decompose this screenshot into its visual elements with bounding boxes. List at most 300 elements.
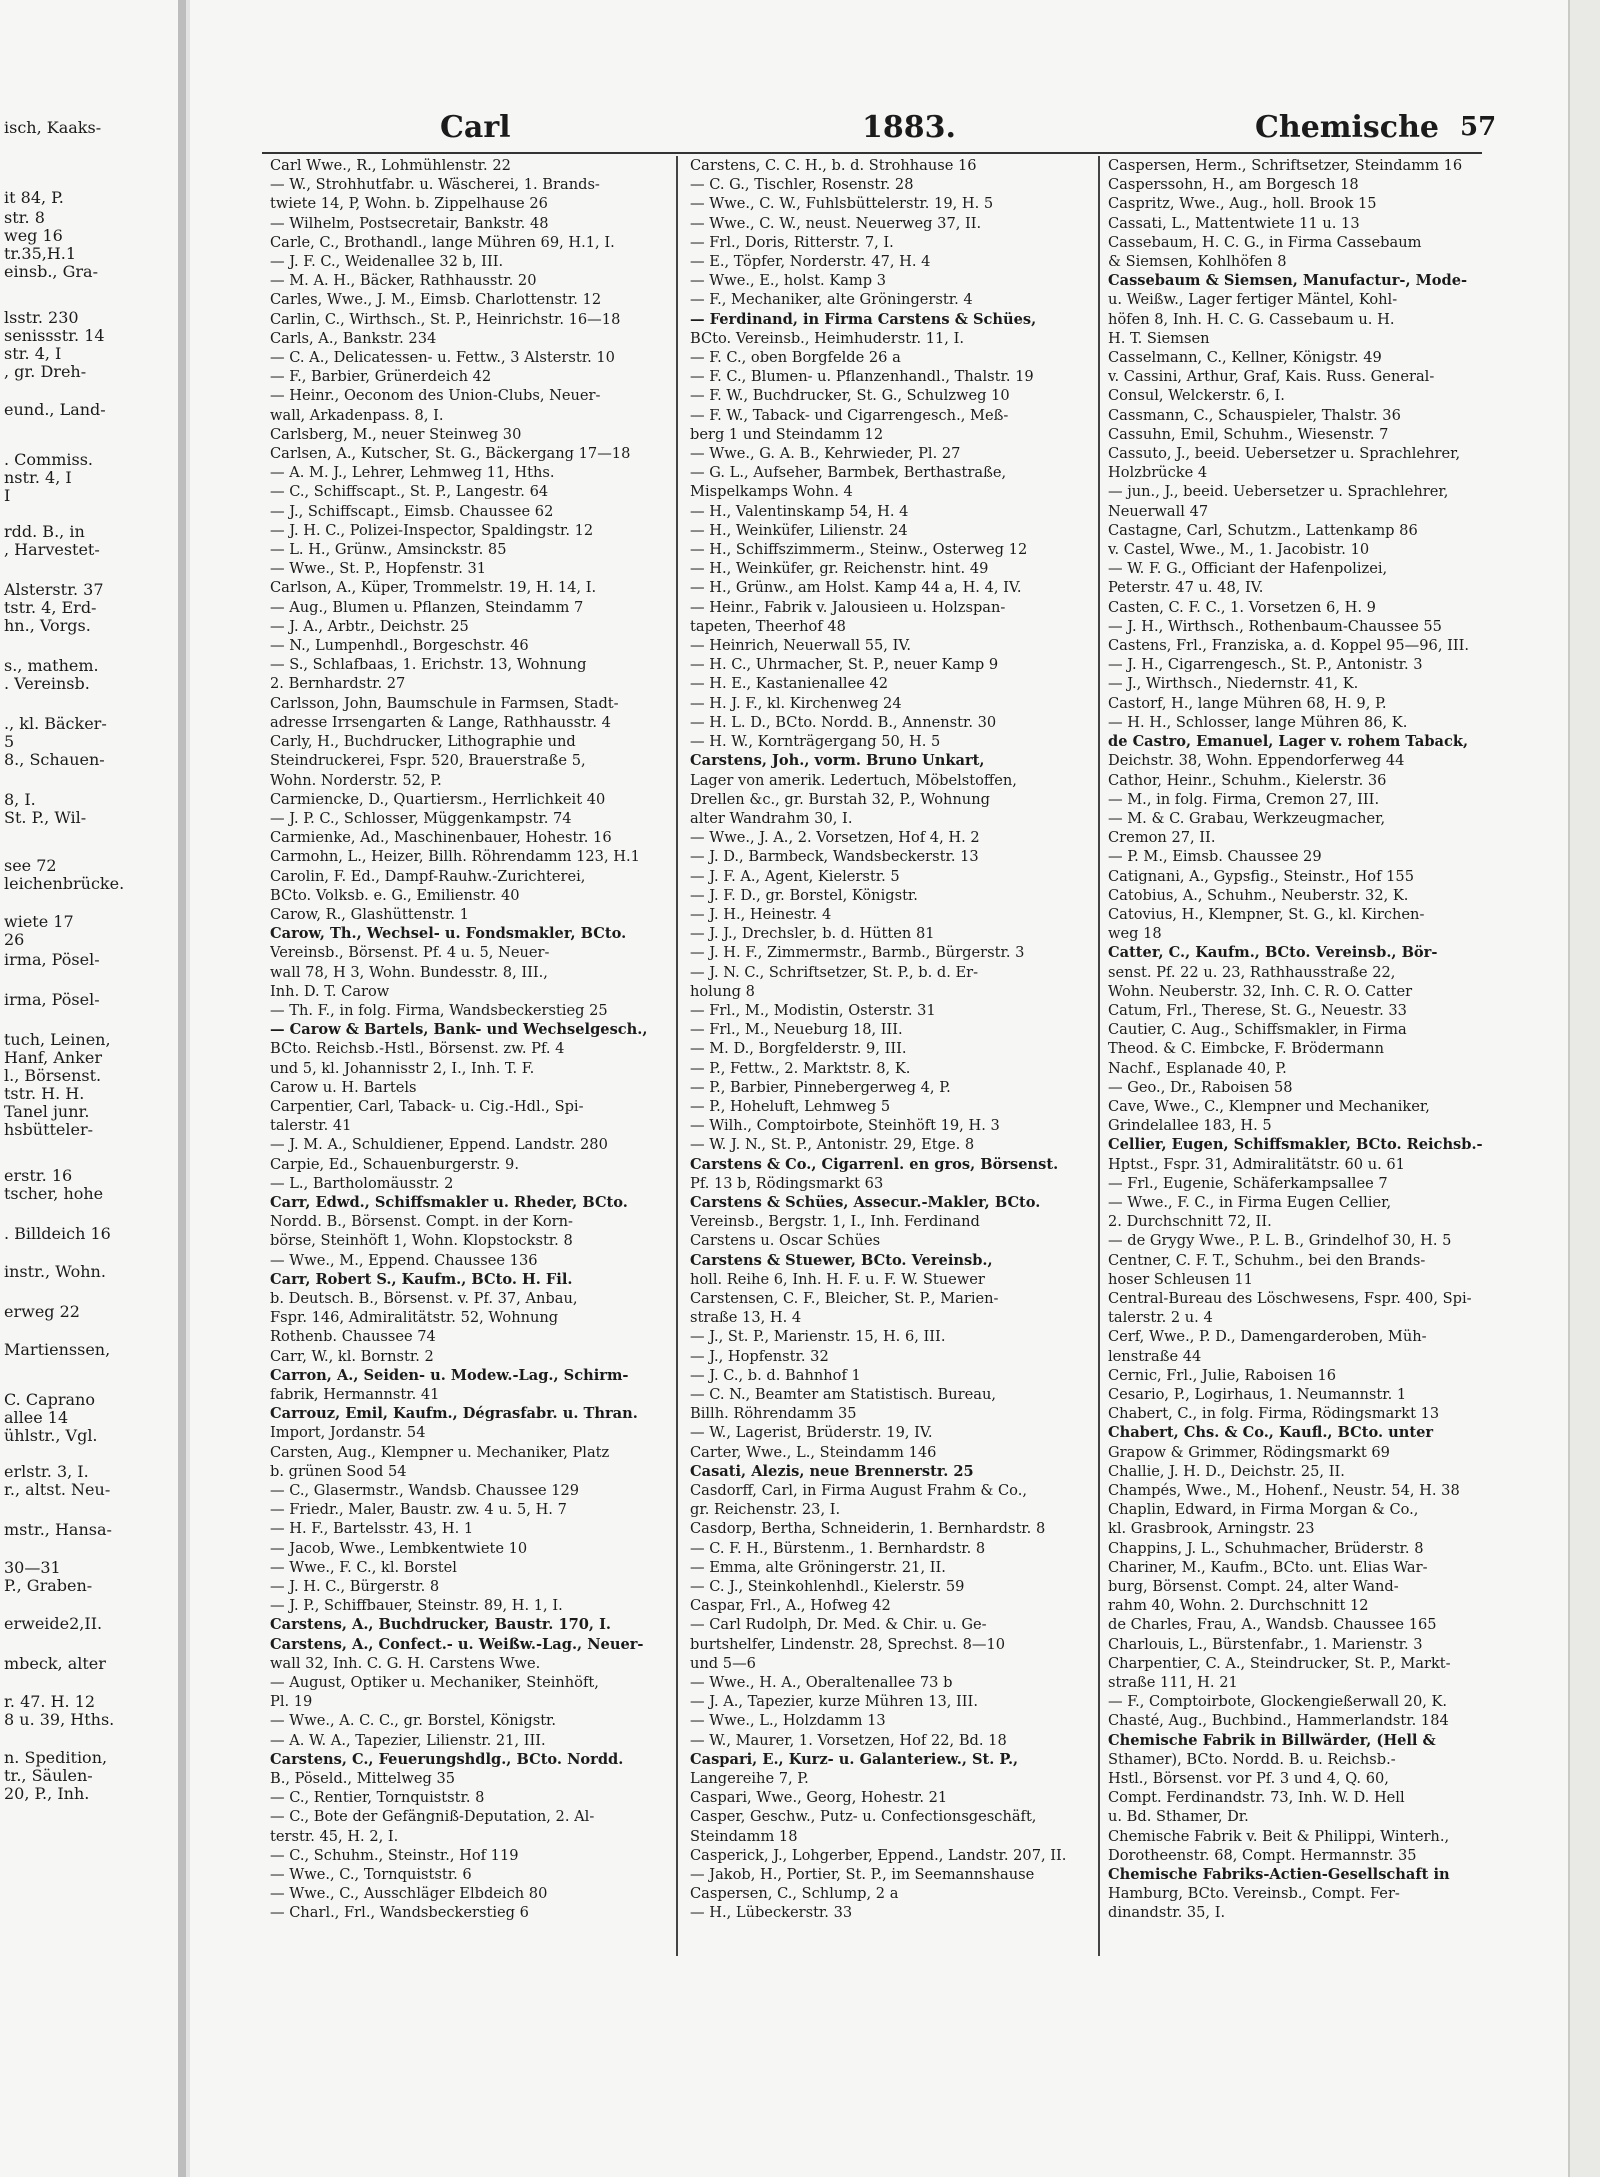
directory-entry-line: wall 78, H 3, Wohn. Bundesstr. 8, III.,: [270, 963, 548, 981]
directory-entry-line: — Th. F., in folg. Firma, Wandsbeckerstieg 25: [270, 1001, 608, 1019]
directory-entry-line: Carr, Edwd., Schiffsmakler u. Rheder, BCto.: [270, 1193, 628, 1211]
previous-page-line: s., mathem.: [4, 656, 99, 675]
directory-entry-line: — C. N., Beamter am Statistisch. Bureau,: [690, 1386, 997, 1403]
directory-entry-line: — Charl., Frl., Wandsbeckerstieg 6: [270, 1904, 529, 1922]
previous-page-line: , Harvestet-: [4, 540, 100, 559]
directory-entry-line: burg, Börsenst. Compt. 24, alter Wand-: [1108, 1578, 1399, 1596]
directory-entry-line: BCto. Vereinsb., Heimhuderstr. 11, I.: [690, 329, 964, 347]
previous-page-line: erweide2,II.: [4, 1614, 103, 1633]
directory-entry-line: Cassebaum & Siemsen, Manufactur-, Mode-: [1108, 272, 1468, 290]
directory-entry-line: Challie, J. H. D., Deichstr. 25, II.: [1108, 1462, 1345, 1480]
directory-entry-line: — jun., J., beeid. Uebersetzer u. Sprachlehrer,: [1108, 483, 1449, 501]
directory-entry-line: Carmienke, Ad., Maschinenbauer, Hohestr. 16: [270, 829, 612, 847]
previous-page-line: tstr. 4, Erd-: [4, 598, 97, 617]
directory-entry-line: — W. J. N., St. P., Antonistr. 29, Etge. 8: [690, 1136, 975, 1154]
directory-entry-line: H. T. Siemsen: [1108, 329, 1210, 347]
previous-page-line: Martienssen,: [4, 1340, 111, 1359]
directory-entry-line: Carmohn, L., Heizer, Billh. Röhrendamm 123, H.1: [270, 848, 640, 866]
directory-entry-line: — Wwe., A. C. C., gr. Borstel, Königstr.: [270, 1712, 557, 1730]
directory-entry-line: — Frl., Doris, Ritterstr. 7, I.: [690, 233, 894, 251]
directory-entry-line: Carles, Wwe., J. M., Eimsb. Charlottenstr. 12: [270, 291, 602, 309]
directory-entry-line: Cassebaum, H. C. G., in Firma Cassebaum: [1108, 233, 1422, 251]
directory-entry-line: & Siemsen, Kohlhöfen 8: [1108, 253, 1287, 271]
directory-entry-line: twiete 14, P, Wohn. b. Zippelhause 26: [270, 195, 548, 213]
directory-entry-line: Carle, C., Brothandl., lange Mühren 69, H.1, I.: [270, 233, 615, 251]
directory-entry-line: — J. A., Tapezier, kurze Mühren 13, III.: [690, 1693, 978, 1711]
directory-entry-line: Casper, Geschw., Putz- u. Confectionsgeschäft,: [690, 1808, 1037, 1826]
directory-entry-line: u. Weißw., Lager fertiger Mäntel, Kohl-: [1108, 291, 1398, 309]
directory-entry-line: Nordd. B., Börsenst. Compt. in der Korn-: [270, 1213, 573, 1231]
column-2: [690, 156, 1086, 1996]
directory-entry-line: — C., Rentier, Tornquiststr. 8: [270, 1789, 485, 1807]
directory-entry-line: Chemische Fabrik v. Beit & Philippi, Winterh.,: [1108, 1827, 1450, 1845]
directory-entry-line: — M., in folg. Firma, Cremon 27, III.: [1108, 790, 1380, 808]
directory-entry-line: Caspari, E., Kurz- u. Galanteriew., St. P.,: [690, 1750, 1019, 1768]
directory-entry-line: Casperick, J., Lohgerber, Eppend., Landstr. 207, II.: [690, 1846, 1067, 1864]
directory-entry-line: — H. J. F., kl. Kirchenweg 24: [690, 694, 902, 712]
previous-page-line: r. 47. H. 12: [4, 1692, 96, 1711]
directory-entry-line: Chemische Fabriks-Actien-Gesellschaft in: [1108, 1866, 1450, 1884]
page-number: 57: [1460, 112, 1497, 142]
directory-entry-line: — N., Lumpenhdl., Borgeschstr. 46: [270, 637, 529, 655]
previous-page-line: hsbütteler-: [4, 1120, 94, 1139]
directory-entry-line: Pf. 13 b, Rödingsmarkt 63: [690, 1174, 884, 1192]
directory-entry-line: Catobius, A., Schuhm., Neuberstr. 32, K.: [1108, 886, 1409, 904]
directory-entry-line: — Wwe., C. W., Fuhlsbüttelerstr. 19, H. 5: [690, 195, 994, 213]
previous-page-line: P., Graben-: [4, 1576, 93, 1595]
directory-entry-line: Holzbrücke 4: [1108, 464, 1208, 482]
directory-entry-line: — Wwe., H. A., Oberaltenallee 73 b: [690, 1674, 953, 1692]
previous-page-line: irma, Pösel-: [4, 990, 100, 1009]
previous-page-line: . Billdeich 16: [4, 1224, 111, 1243]
directory-entry-line: dinandstr. 35, I.: [1108, 1904, 1226, 1922]
previous-page-line: I: [4, 486, 11, 505]
directory-entry-line: Catignani, A., Gypsfig., Steinstr., Hof 155: [1108, 867, 1414, 885]
directory-entry-line: — Wwe., C., Ausschläger Elbdeich 80: [270, 1885, 548, 1903]
directory-entry-line: Chaplin, Edward, in Firma Morgan & Co.,: [1108, 1501, 1419, 1519]
directory-entry-line: lenstraße 44: [1108, 1347, 1202, 1365]
directory-entry-line: Caspritz, Wwe., Aug., holl. Brook 15: [1108, 195, 1377, 213]
directory-entry-line: — H., Valentinskamp 54, H. 4: [690, 502, 909, 520]
directory-entry-line: — C. J., Steinkohlenhdl., Kielerstr. 59: [690, 1578, 965, 1596]
previous-page-line: tstr. H. H.: [4, 1084, 85, 1103]
directory-entry-line: Carpentier, Carl, Taback- u. Cig.-Hdl., Spi-: [270, 1097, 584, 1115]
previous-page-line: it 84, P.: [4, 188, 64, 207]
directory-entry-line: talerstr. 2 u. 4: [1108, 1309, 1213, 1327]
directory-entry-line: — Wwe., L., Holzdamm 13: [690, 1712, 886, 1730]
directory-entry-line: — J., St. P., Marienstr. 15, H. 6, III.: [690, 1328, 946, 1346]
directory-entry-line: Peterstr. 47 u. 48, IV.: [1108, 579, 1264, 597]
previous-page-strip: [0, 0, 178, 2177]
directory-entry-line: Caspar, Frl., A., Hofweg 42: [690, 1597, 891, 1615]
previous-page-line: nstr. 4, I: [4, 468, 72, 487]
directory-entry-line: burtshelfer, Lindenstr. 28, Sprechst. 8—10: [690, 1635, 1006, 1653]
directory-entry-line: Cathor, Heinr., Schuhm., Kielerstr. 36: [1108, 771, 1387, 789]
previous-page-line: l., Börsenst.: [4, 1066, 102, 1085]
directory-entry-line: Deichstr. 38, Wohn. Eppendorferweg 44: [1108, 752, 1405, 770]
directory-entry-line: gr. Reichenstr. 23, I.: [690, 1501, 841, 1519]
directory-entry-line: — A. M. J., Lehrer, Lehmweg 11, Hths.: [270, 464, 555, 482]
directory-entry-line: — C., Schuhm., Steinstr., Hof 119: [270, 1846, 519, 1864]
directory-entry-line: — P., Hoheluft, Lehmweg 5: [690, 1097, 891, 1115]
directory-entry-line: Carlson, A., Küper, Trommelstr. 19, H. 14, I.: [270, 579, 597, 597]
directory-entry-line: Billh. Röhrendamm 35: [690, 1405, 857, 1423]
directory-entry-line: Chabert, Chs. & Co., Kaufl., BCto. unter: [1108, 1424, 1434, 1442]
directory-entry-line: — J. A., Arbtr., Deichstr. 25: [270, 617, 469, 635]
previous-page-line: tuch, Leinen,: [4, 1030, 111, 1049]
directory-entry-line: Chappins, J. L., Schuhmacher, Brüderstr. 8: [1108, 1539, 1424, 1557]
directory-entry-line: berg 1 und Steindamm 12: [690, 425, 884, 443]
directory-entry-line: Carpie, Ed., Schauenburgerstr. 9.: [270, 1155, 519, 1173]
previous-page-line: rdd. B., in: [4, 522, 85, 541]
previous-page-line: Alsterstr. 37: [4, 580, 104, 599]
directory-entry-line: und 5—6: [690, 1654, 756, 1672]
directory-entry-line: Catovius, H., Klempner, St. G., kl. Kirchen-: [1108, 905, 1425, 923]
directory-entry-line: Cautier, C. Aug., Schiffsmakler, in Firma: [1108, 1021, 1407, 1039]
directory-entry-line: b. Deutsch. B., Börsenst. v. Pf. 37, Anbau,: [270, 1289, 578, 1307]
directory-entry-line: — W., Lagerist, Brüderstr. 19, IV.: [690, 1424, 933, 1442]
directory-entry-line: — Geo., Dr., Raboisen 58: [1108, 1078, 1293, 1096]
directory-entry-line: — Wwe., F. C., in Firma Eugen Cellier,: [1108, 1193, 1392, 1211]
previous-page-line: senissstr. 14: [4, 326, 105, 345]
directory-entry-line: — C. A., Delicatessen- u. Fettw., 3 Alsterstr. 10: [270, 349, 615, 367]
previous-page-line: 8 u. 39, Hths.: [4, 1710, 115, 1729]
directory-entry-line: — G. L., Aufseher, Barmbek, Berthastraße,: [690, 464, 1007, 482]
directory-entry-line: Cerf, Wwe., P. D., Damengarderoben, Müh-: [1108, 1328, 1427, 1346]
directory-entry-line: — F., Barbier, Grünerdeich 42: [270, 368, 492, 386]
directory-entry-line: — Ferdinand, in Firma Carstens & Schües,: [690, 310, 1037, 328]
directory-entry-line: — F., Comptoirbote, Glockengießerwall 20, K.: [1108, 1693, 1448, 1711]
directory-entry-line: Carter, Wwe., L., Steindamm 146: [690, 1443, 937, 1461]
header-left-word: Carl: [440, 110, 511, 145]
directory-entry-line: — Heinr., Oeconom des Union-Clubs, Neuer-: [270, 387, 601, 405]
directory-entry-line: — J. F. A., Agent, Kielerstr. 5: [690, 867, 900, 885]
header-rule: [262, 152, 1482, 154]
directory-entry-line: Carlsberg, M., neuer Steinweg 30: [270, 425, 522, 443]
directory-entry-line: Carstens, A., Buchdrucker, Baustr. 170, I.: [270, 1616, 611, 1634]
directory-entry-line: Central-Bureau des Löschwesens, Fspr. 400, Spi-: [1108, 1289, 1472, 1307]
directory-entry-line: — C. G., Tischler, Rosenstr. 28: [690, 176, 914, 194]
directory-entry-line: Chariner, M., Kaufm., BCto. unt. Elias War-: [1108, 1558, 1428, 1576]
directory-entry-line: Mispelkamps Wohn. 4: [690, 483, 853, 501]
directory-entry-line: Chabert, C., in folg. Firma, Rödingsmarkt 13: [1108, 1405, 1440, 1423]
directory-entry-line: holl. Reihe 6, Inh. H. F. u. F. W. Stuewer: [690, 1270, 985, 1288]
directory-entry-line: de Castro, Emanuel, Lager v. rohem Taback,: [1108, 733, 1469, 751]
previous-page-line: erweg 22: [4, 1302, 80, 1321]
previous-page-line: 5: [4, 732, 15, 751]
directory-entry-line: Caspersen, C., Schlump, 2 a: [690, 1885, 899, 1903]
directory-entry-line: Carlsson, John, Baumschule in Farmsen, Stadt-: [270, 694, 619, 712]
directory-entry-line: Casdorp, Bertha, Schneiderin, 1. Bernhardstr. 8: [690, 1520, 1046, 1538]
directory-entry-line: — Frl., M., Neueburg 18, III.: [690, 1021, 903, 1039]
directory-entry-line: Carow, Th., Wechsel- u. Fondsmakler, BCto.: [270, 925, 627, 943]
directory-entry-line: Cernic, Frl., Julie, Raboisen 16: [1108, 1366, 1337, 1384]
directory-entry-line: Casdorff, Carl, in Firma August Frahm & Co.,: [690, 1482, 1027, 1500]
directory-entry-line: u. Bd. Sthamer, Dr.: [1108, 1808, 1249, 1826]
previous-page-line: str. 8: [4, 208, 45, 227]
directory-entry-line: — S., Schlafbaas, 1. Erichstr. 13, Wohnung: [270, 656, 587, 674]
directory-entry-line: Carsten, Aug., Klempner u. Mechaniker, Platz: [270, 1443, 610, 1461]
directory-entry-line: Nachf., Esplanade 40, P.: [1108, 1059, 1287, 1077]
directory-entry-line: 2. Bernhardstr. 27: [270, 675, 406, 693]
directory-entry-line: — F. W., Taback- und Cigarrengesch., Meß-: [690, 406, 1009, 424]
directory-entry-line: — P. M., Eimsb. Chaussee 29: [1108, 848, 1322, 866]
previous-page-line: leichenbrücke.: [4, 874, 125, 893]
previous-page-line: tr., Säulen-: [4, 1766, 93, 1785]
directory-entry-line: Castagne, Carl, Schutzm., Lattenkamp 86: [1108, 521, 1418, 539]
directory-entry-line: — H. F., Bartelsstr. 43, H. 1: [270, 1520, 474, 1538]
previous-page-line: tscher, hohe: [4, 1184, 104, 1203]
previous-page-line: isch, Kaaks-: [4, 118, 102, 137]
directory-entry-line: Catum, Frl., Therese, St. G., Neuestr. 33: [1108, 1001, 1407, 1019]
directory-entry-line: Carly, H., Buchdrucker, Lithographie und: [270, 733, 576, 751]
directory-entry-line: — F. C., Blumen- u. Pflanzenhandl., Thalstr. 19: [690, 368, 1034, 386]
directory-entry-line: Carlin, C., Wirthsch., St. P., Heinrichstr. 16—18: [270, 310, 621, 328]
directory-entry-line: Carstens, C., Feuerungshdlg., BCto. Nordd.: [270, 1750, 624, 1768]
previous-page-line: hn., Vorgs.: [4, 616, 91, 635]
directory-entry-line: Cremon 27, II.: [1108, 829, 1216, 847]
directory-entry-line: Cassati, L., Mattentwiete 11 u. 13: [1108, 214, 1360, 232]
directory-entry-line: — F. W., Buchdrucker, St. G., Schulzweg 10: [690, 387, 1010, 405]
directory-entry-line: — Frl., M., Modistin, Osterstr. 31: [690, 1001, 936, 1019]
directory-entry-line: Lager von amerik. Ledertuch, Möbelstoffen,: [690, 771, 1017, 789]
previous-page-line: . Vereinsb.: [4, 674, 90, 693]
directory-entry-line: Drellen &c., gr. Burstah 32, P., Wohnung: [690, 790, 990, 808]
directory-entry-line: — J. D., Barmbeck, Wandsbeckerstr. 13: [690, 848, 979, 866]
directory-entry-line: — J. H., Cigarrengesch., St. P., Antonistr. 3: [1108, 656, 1423, 674]
directory-entry-line: Casperssohn, H., am Borgesch 18: [1108, 176, 1359, 194]
directory-entry-line: — J., Schiffscapt., Eimsb. Chaussee 62: [270, 502, 554, 520]
directory-entry-line: — Wwe., C., Tornquiststr. 6: [270, 1866, 472, 1884]
directory-entry-line: Carr, W., kl. Bornstr. 2: [270, 1347, 434, 1365]
directory-entry-line: — H. L. D., BCto. Nordd. B., Annenstr. 30: [690, 713, 997, 731]
directory-entry-line: Catter, C., Kaufm., BCto. Vereinsb., Bör-: [1108, 944, 1438, 962]
previous-page-line: Hanf, Anker: [4, 1048, 102, 1067]
directory-entry-line: BCto. Reichsb.-Hstl., Börsenst. zw. Pf. 4: [270, 1040, 565, 1058]
directory-entry-line: — Carl Rudolph, Dr. Med. & Chir. u. Ge-: [690, 1616, 987, 1634]
directory-entry-line: Steindruckerei, Fspr. 520, Brauerstraße 5,: [270, 752, 586, 770]
directory-entry-line: und 5, kl. Johannisstr 2, I., Inh. T. F.: [270, 1059, 535, 1077]
directory-entry-line: straße 13, H. 4: [690, 1309, 802, 1327]
directory-entry-line: — P., Barbier, Pinnebergerweg 4, P.: [690, 1078, 951, 1096]
directory-entry-line: Carstens & Schües, Assecur.-Makler, BCto.: [690, 1193, 1041, 1211]
directory-entry-line: wall 32, Inh. C. G. H. Carstens Wwe.: [270, 1654, 541, 1672]
directory-entry-line: höfen 8, Inh. H. C. G. Cassebaum u. H.: [1108, 310, 1395, 328]
directory-entry-line: B., Pöseld., Mittelweg 35: [270, 1770, 456, 1788]
directory-entry-line: — Wwe., M., Eppend. Chaussee 136: [270, 1251, 538, 1269]
previous-page-line: Tanel junr.: [4, 1102, 90, 1121]
directory-entry-line: — M. A. H., Bäcker, Rathhausstr. 20: [270, 272, 537, 290]
directory-entry-line: Caspersen, Herm., Schriftsetzer, Steindamm 16: [1108, 157, 1463, 174]
directory-entry-line: — Emma, alte Gröningerstr. 21, II.: [690, 1558, 946, 1576]
previous-page-line: erstr. 16: [4, 1166, 73, 1185]
directory-entry-line: Wohn. Norderstr. 52, P.: [270, 771, 442, 789]
directory-entry-line: — H., Lübeckerstr. 33: [690, 1904, 853, 1922]
page-edge: [1568, 0, 1600, 2177]
column-divider: [676, 156, 678, 1956]
directory-entry-line: — H., Weinküfer, gr. Reichenstr. hint. 49: [690, 560, 989, 578]
directory-entry-line: — J. F. D., gr. Borstel, Königstr.: [690, 886, 918, 904]
directory-entry-line: — J. F. C., Weidenallee 32 b, III.: [270, 253, 504, 271]
directory-entry-line: — J. H., Heinestr. 4: [690, 905, 832, 923]
directory-entry-line: — Jacob, Wwe., Lembkentwiete 10: [270, 1539, 528, 1557]
previous-page-line: 26: [4, 930, 25, 949]
directory-entry-line: v. Castel, Wwe., M., 1. Jacobistr. 10: [1108, 541, 1370, 559]
directory-entry-line: — H. E., Kastanienallee 42: [690, 675, 889, 693]
directory-entry-line: Hstl., Börsenst. vor Pf. 3 und 4, Q. 60,: [1108, 1770, 1389, 1788]
directory-entry-line: — J. H. C., Polizei-Inspector, Spaldingstr. 12: [270, 521, 594, 539]
directory-entry-line: Castens, Frl., Franziska, a. d. Koppel 95—96, III.: [1108, 637, 1470, 655]
directory-entry-line: Casten, C. F. C., 1. Vorsetzen 6, H. 9: [1108, 598, 1376, 616]
directory-entry-line: — Wwe., G. A. B., Kehrwieder, Pl. 27: [690, 445, 961, 463]
directory-entry-line: Wohn. Neuberstr. 32, Inh. C. R. O. Catter: [1108, 982, 1413, 1000]
directory-entry-line: Caspari, Wwe., Georg, Hohestr. 21: [690, 1789, 948, 1807]
previous-page-line: , gr. Dreh-: [4, 362, 87, 381]
directory-entry-line: de Charles, Frau, A., Wandsb. Chaussee 165: [1108, 1616, 1437, 1634]
directory-entry-line: tapeten, Theerhof 48: [690, 617, 846, 635]
directory-entry-line: — Wwe., J. A., 2. Vorsetzen, Hof 4, H. 2: [690, 829, 980, 847]
directory-entry-line: Carl Wwe., R., Lohmühlenstr. 22: [270, 157, 511, 174]
previous-page-line: allee 14: [4, 1408, 69, 1427]
directory-entry-line: — Wilh., Comptoirbote, Steinhöft 19, H. 3: [690, 1117, 1000, 1135]
directory-entry-line: — C., Glasermstr., Wandsb. Chaussee 129: [270, 1482, 580, 1500]
directory-entry-line: — J., Hopfenstr. 32: [690, 1347, 829, 1365]
directory-entry-line: — Wwe., St. P., Hopfenstr. 31: [270, 560, 487, 578]
directory-entry-line: Carstens & Co., Cigarrenl. en gros, Börsenst.: [690, 1155, 1059, 1173]
directory-entry-line: Hamburg, BCto. Vereinsb., Compt. Fer-: [1108, 1885, 1400, 1903]
directory-entry-line: Chasté, Aug., Buchbind., Hammerlandstr. 184: [1108, 1712, 1449, 1730]
directory-entry-line: Pl. 19: [270, 1693, 313, 1711]
directory-entry-line: — H. C., Uhrmacher, St. P., neuer Kamp 9: [690, 656, 999, 674]
directory-entry-line: Carstens, A., Confect.- u. Weißw.-Lag., Neuer-: [270, 1635, 644, 1653]
directory-entry-line: — J. J., Drechsler, b. d. Hütten 81: [690, 925, 935, 943]
header-year: 1883.: [862, 110, 956, 145]
directory-entry-line: Carls, A., Bankstr. 234: [270, 329, 437, 347]
directory-entry-line: Consul, Welckerstr. 6, I.: [1108, 387, 1285, 405]
directory-entry-line: — P., Fettw., 2. Marktstr. 8, K.: [690, 1059, 911, 1077]
directory-entry-line: talerstr. 41: [270, 1117, 352, 1135]
directory-entry-line: Compt. Ferdinandstr. 73, Inh. W. D. Hell: [1108, 1789, 1405, 1807]
directory-entry-line: rahm 40, Wohn. 2. Durchschnitt 12: [1108, 1597, 1369, 1615]
directory-entry-line: — L. H., Grünw., Amsinckstr. 85: [270, 541, 507, 559]
directory-entry-line: — Wwe., E., holst. Kamp 3: [690, 272, 887, 290]
directory-entry-line: — W. F. G., Officiant der Hafenpolizei,: [1108, 560, 1388, 578]
directory-entry-line: — de Grygy Wwe., P. L. B., Grindelhof 30, H. 5: [1108, 1232, 1452, 1250]
directory-entry-line: Grindelallee 183, H. 5: [1108, 1117, 1272, 1135]
previous-page-line: weg 16: [4, 226, 63, 245]
directory-entry-line: — M. & C. Grabau, Werkzeugmacher,: [1108, 809, 1386, 827]
directory-entry-line: holung 8: [690, 982, 755, 1000]
directory-entry-line: Theod. & C. Eimbcke, F. Brödermann: [1108, 1040, 1385, 1058]
directory-entry-line: — J. C., b. d. Bahnhof 1: [690, 1366, 861, 1384]
directory-entry-line: — Aug., Blumen u. Pflanzen, Steindamm 7: [270, 598, 584, 616]
directory-entry-line: Inh. D. T. Carow: [270, 982, 390, 1000]
directory-entry-line: Carstens & Stuewer, BCto. Vereinsb.,: [690, 1251, 993, 1269]
directory-entry-line: Chemische Fabrik in Billwärder, (Hell &: [1108, 1731, 1436, 1749]
directory-entry-line: Carolin, F. Ed., Dampf-Rauhw.-Zurichterei,: [270, 867, 586, 885]
column-1: [270, 156, 666, 1996]
directory-entry-line: BCto. Volksb. e. G., Emilienstr. 40: [270, 886, 520, 904]
directory-entry-line: Carmiencke, D., Quartiersm., Herrlichkeit 40: [270, 790, 606, 808]
directory-entry-line: Casati, Alezis, neue Brennerstr. 25: [690, 1462, 974, 1480]
previous-page-line: n. Spedition,: [4, 1748, 108, 1767]
directory-entry-line: Carow u. H. Bartels: [270, 1078, 417, 1096]
directory-entry-line: Cassuhn, Emil, Schuhm., Wiesenstr. 7: [1108, 425, 1389, 443]
directory-entry-line: — W., Maurer, 1. Vorsetzen, Hof 22, Bd. 18: [690, 1731, 1007, 1749]
directory-entry-line: Casselmann, C., Kellner, Königstr. 49: [1108, 349, 1382, 367]
directory-entry-line: Vereinsb., Börsenst. Pf. 4 u. 5, Neuer-: [270, 944, 550, 962]
previous-page-line: r., altst. Neu-: [4, 1480, 111, 1499]
previous-page-line: C. Caprano: [4, 1390, 95, 1409]
directory-entry-line: Cassuto, J., beeid. Uebersetzer u. Sprachlehrer,: [1108, 445, 1461, 463]
previous-page-line: mbeck, alter: [4, 1654, 106, 1673]
column-3: [1108, 156, 1504, 1996]
previous-page-line: ühlstr., Vgl.: [4, 1426, 98, 1445]
previous-page-line: einsb., Gra-: [4, 262, 98, 281]
previous-page-line: instr., Wohn.: [4, 1262, 106, 1281]
book-spine-shadow: [186, 0, 190, 2177]
directory-entry-line: Carow, R., Glashüttenstr. 1: [270, 905, 469, 923]
directory-entry-line: — A. W. A., Tapezier, Lilienstr. 21, III.: [270, 1731, 546, 1749]
directory-entry-line: Grapow & Grimmer, Rödingsmarkt 69: [1108, 1443, 1390, 1461]
directory-entry-line: — J. M. A., Schuldiener, Eppend. Landstr. 280: [270, 1136, 608, 1154]
directory-entry-line: — C., Schiffscapt., St. P., Langestr. 64: [270, 483, 549, 501]
directory-entry-line: Carlsen, A., Kutscher, St. G., Bäckergang 17—18: [270, 445, 631, 463]
directory-entry-line: — August, Optiker u. Mechaniker, Steinhöft,: [270, 1674, 599, 1692]
previous-page-line: 8, I.: [4, 790, 36, 809]
directory-entry-line: Castorf, H., lange Mühren 68, H. 9, P.: [1108, 694, 1387, 712]
directory-entry-line: Langereihe 7, P.: [690, 1770, 809, 1788]
directory-entry-line: — Heinr., Fabrik v. Jalousieen u. Holzspan-: [690, 598, 1006, 616]
directory-entry-line: — M. D., Borgfelderstr. 9, III.: [690, 1040, 907, 1058]
directory-entry-line: Charlouis, L., Bürstenfabr., 1. Marienstr. 3: [1108, 1635, 1423, 1653]
directory-entry-line: — J. H. C., Bürgerstr. 8: [270, 1578, 440, 1596]
directory-entry-line: — J. H. F., Zimmermstr., Barmb., Bürgerstr. 3: [690, 944, 1025, 962]
directory-entry-line: senst. Pf. 22 u. 23, Rathhausstraße 22,: [1108, 963, 1396, 981]
previous-page-line: wiete 17: [4, 912, 74, 931]
directory-entry-line: Cesario, P., Logirhaus, 1. Neumannstr. 1: [1108, 1386, 1407, 1403]
directory-entry-line: Carstens, C. C. H., b. d. Strohhause 16: [690, 157, 977, 174]
directory-entry-line: hoser Schleusen 11: [1108, 1270, 1253, 1288]
directory-entry-line: — Friedr., Maler, Baustr. zw. 4 u. 5, H. 7: [270, 1501, 567, 1519]
directory-entry-line: weg 18: [1108, 925, 1162, 943]
directory-entry-line: Charpentier, C. A., Steindrucker, St. P., Markt-: [1108, 1654, 1451, 1672]
directory-entry-line: b. grünen Sood 54: [270, 1462, 407, 1480]
directory-entry-line: — E., Töpfer, Norderstr. 47, H. 4: [690, 253, 931, 271]
directory-entry-line: — Wwe., F. C., kl. Borstel: [270, 1558, 457, 1576]
directory-entry-line: Hptst., Fspr. 31, Admiralitätstr. 60 u. 61: [1108, 1155, 1405, 1173]
directory-entry-line: Carrouz, Emil, Kaufm., Dégrasfabr. u. Thran.: [270, 1405, 638, 1423]
directory-entry-line: — H., Weinküfer, Lilienstr. 24: [690, 521, 908, 539]
directory-entry-line: — L., Bartholomäusstr. 2: [270, 1174, 454, 1192]
directory-entry-line: terstr. 45, H. 2, I.: [270, 1827, 399, 1845]
book-spine: [178, 0, 186, 2177]
directory-entry-line: — Jakob, H., Portier, St. P., im Seemannshause: [690, 1866, 1035, 1884]
directory-entry-line: 2. Durchschnitt 72, II.: [1108, 1213, 1272, 1231]
directory-entry-line: — F., Mechaniker, alte Gröningerstr. 4: [690, 291, 973, 309]
directory-entry-line: Cellier, Eugen, Schiffsmakler, BCto. Reichsb.-: [1108, 1136, 1483, 1154]
previous-page-line: erlstr. 3, I.: [4, 1462, 89, 1481]
directory-entry-line: — J. P. C., Schlosser, Müggenkampstr. 74: [270, 809, 572, 827]
previous-page-line: St. P., Wil-: [4, 808, 87, 827]
directory-entry-line: — C. F. H., Bürstenm., 1. Bernhardstr. 8: [690, 1539, 986, 1557]
directory-entry-line: Carron, A., Seiden- u. Modew.-Lag., Schirm-: [270, 1366, 629, 1384]
directory-entry-line: — C., Bote der Gefängniß-Deputation, 2. Al-: [270, 1808, 595, 1826]
previous-page-line: 8., Schauen-: [4, 750, 105, 769]
directory-entry-line: alter Wandrahm 30, I.: [690, 809, 853, 827]
column-divider: [1098, 156, 1100, 1956]
directory-entry-line: Vereinsb., Bergstr. 1, I., Inh. Ferdinand: [690, 1213, 980, 1231]
